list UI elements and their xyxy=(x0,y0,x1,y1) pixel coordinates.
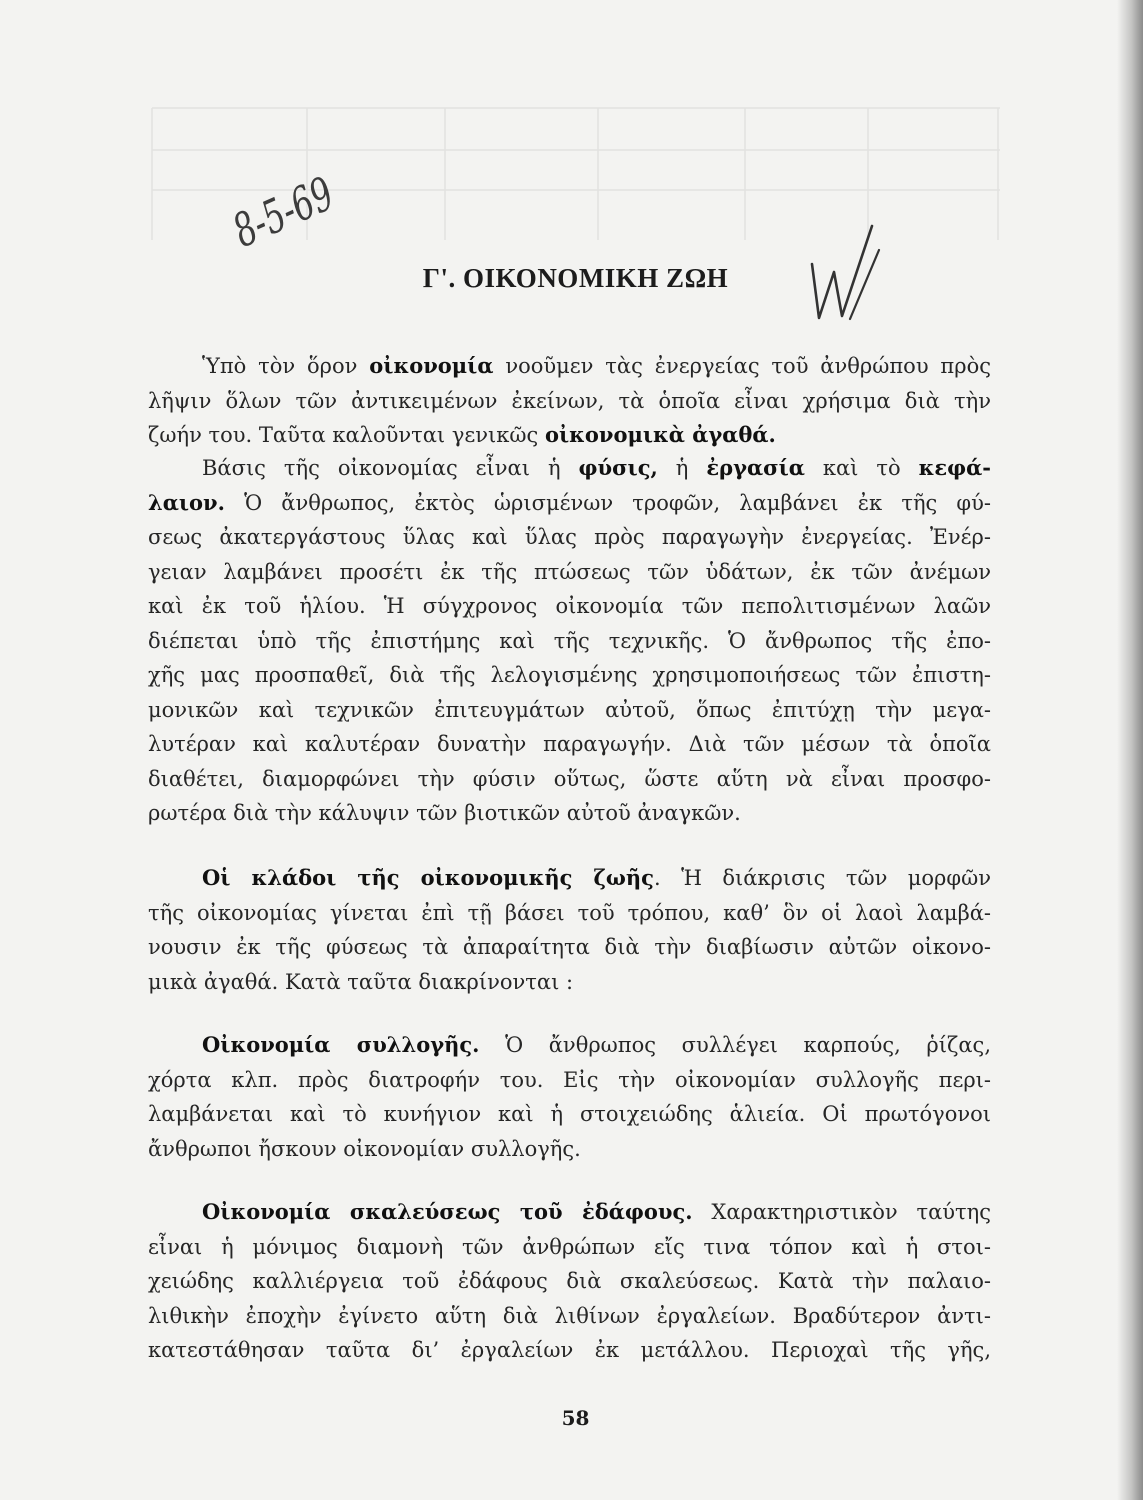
text-run: Ὑπὸ τὸν ὅρον xyxy=(202,354,370,378)
text-run: διαθέτει, διαμορφώνει τὴν φύσιν οὕτως, ὥστε αὕτη νὰ εἶναι προσφο- xyxy=(148,766,991,791)
paragraph-gathering-economy xyxy=(148,1028,991,1166)
text-run: χειώδης καλλιέργεια τοῦ ἐδάφους διὰ σκαλεύσεως. Κατὰ τὴν παλαιο- xyxy=(148,1269,991,1293)
bold-term: οἰκονομικὰ ἀγαθά. xyxy=(544,422,776,447)
bold-term: ἐργασία xyxy=(706,455,805,480)
text-run: ἡ xyxy=(657,456,707,480)
text-run: λυτέραν καὶ καλυτέραν δυνατὴν παραγωγήν. Διὰ τῶν μέσων τὰ ὁποῖα xyxy=(148,732,991,756)
text-line xyxy=(148,861,991,896)
text-run: ζωήν του. Ταῦτα καλοῦνται γενικῶς xyxy=(148,423,545,447)
text-run: λιθικὴν ἐποχὴν ἐγίνετο αὕτη διὰ λιθίνων ἐργαλείων. Βραδύτερον ἀντι- xyxy=(148,1303,991,1328)
text-run: κατεστάθησαν ταῦτα δι’ ἐργαλείων ἐκ μετάλλου. Περιοχαὶ τῆς γῆς, xyxy=(148,1338,991,1362)
paragraph-economy-definition xyxy=(148,349,991,453)
text-run: νουσιν ἐκ τῆς φύσεως τὰ ἀπαραίτητα διὰ τὴν διαβίωσιν αὐτῶν οἰκονο- xyxy=(148,935,991,959)
text-run: γειαν λαμβάνει προσέτι ἐκ τῆς πτώσεως τῶν ὑδάτων, ἐκ τῶν ἀνέμων xyxy=(148,559,991,584)
text-run: Βάσις τῆς οἰκονομίας εἶναι ἡ xyxy=(202,456,579,480)
scan-edge-shadow xyxy=(1117,0,1143,1500)
text-line xyxy=(148,727,991,762)
text-line xyxy=(148,1028,991,1063)
text-line xyxy=(148,384,991,419)
text-run: καὶ τὸ xyxy=(804,456,919,480)
text-run: ρωτέρα διὰ τὴν κάλυψιν τῶν βιοτικῶν αὐτοῦ ἀναγκῶν. xyxy=(148,801,741,825)
text-run: νοοῦμεν τὰς ἐνεργείας τοῦ ἀνθρώπου πρὸς xyxy=(493,354,991,378)
text-line xyxy=(148,796,991,831)
text-line xyxy=(148,1264,991,1299)
page-number: 58 xyxy=(561,1406,590,1430)
bold-term: κεφά- xyxy=(918,455,991,480)
bold-term: Οἱ κλάδοι τῆς οἰκονομικῆς ζωῆς xyxy=(202,865,654,890)
text-run: Ὁ ἄνθρωπος, ἐκτὸς ὡρισμένων τροφῶν, λαμβάνει ἐκ τῆς φύ- xyxy=(224,490,991,515)
text-run: μονικῶν καὶ τεχνικῶν ἐπιτευγμάτων αὐτοῦ, ὅπως ἐπιτύχῃ τὴν μεγα- xyxy=(148,697,991,722)
text-line xyxy=(148,1299,991,1334)
handwritten-date: 8-5-69 xyxy=(224,166,342,258)
text-line xyxy=(148,486,991,521)
bold-term: Οἰκονομία σκαλεύσεως τοῦ ἐδάφους. xyxy=(202,1199,693,1224)
text-line xyxy=(148,896,991,931)
text-line xyxy=(148,520,991,555)
text-line xyxy=(148,693,991,728)
text-line xyxy=(148,349,991,384)
text-run: λαμβάνεται καὶ τὸ κυνήγιον καὶ ἡ στοιχειώδης ἁλιεία. Οἱ πρωτόγονοι xyxy=(148,1102,991,1126)
text-run: διέπεται ὑπὸ τῆς ἐπιστήμης καὶ τῆς τεχνικῆς. Ὁ ἄνθρωπος τῆς ἐπο- xyxy=(148,628,991,653)
text-line xyxy=(148,658,991,693)
paragraph-hoe-cultivation-economy xyxy=(148,1195,991,1368)
text-line xyxy=(148,1063,991,1098)
bold-term: φύσις, xyxy=(578,455,658,480)
text-run: μικὰ ἀγαθά. Κατὰ ταῦτα διακρίνονται : xyxy=(148,969,574,994)
text-line xyxy=(148,965,991,1000)
text-run: εἶναι ἡ μόνιμος διαμονὴ τῶν ἀνθρώπων εἴς τινα τόπον καὶ ἡ στοι- xyxy=(148,1234,991,1259)
text-run: ἄνθρωποι ἤσκουν οἰκονομίαν συλλογῆς. xyxy=(148,1136,581,1161)
text-line xyxy=(148,930,991,965)
text-run: . Ἡ διάκρισις τῶν μορφῶν xyxy=(653,866,991,890)
text-line xyxy=(148,1333,991,1368)
text-line xyxy=(148,418,991,453)
text-run: χῆς μας προσπαθεῖ, διὰ τῆς λελογισμένης χρησιμοποιήσεως τῶν ἐπιστη- xyxy=(148,663,991,687)
section-title: Γ'. ΟΙΚΟΝΟΜΙΚΗ ΖΩΗ xyxy=(422,263,729,293)
text-line xyxy=(148,451,991,486)
text-run: καὶ ἐκ τοῦ ἡλίου. Ἡ σύγχρονος οἰκονομία τῶν πεπολιτισμένων λαῶν xyxy=(148,594,991,618)
bold-term: Οἰκονομία συλλογῆς. xyxy=(202,1032,480,1057)
text-run: Ὁ ἄνθρωπος συλλέγει καρπούς, ῥίζας, xyxy=(479,1033,991,1057)
bold-term: οἰκονομία xyxy=(369,353,494,378)
text-line xyxy=(148,589,991,624)
bold-term: λαιον. xyxy=(148,489,225,515)
text-run: τῆς οἰκονομίας γίνεται ἐπὶ τῇ βάσει τοῦ τρόπου, καθ’ ὃν οἱ λαοὶ λαμβά- xyxy=(148,900,991,925)
text-line xyxy=(148,1132,991,1167)
text-run: λῆψιν ὅλων τῶν ἀντικειμένων ἐκείνων, τὰ ὁποῖα εἶναι χρήσιμα διὰ τὴν xyxy=(148,388,991,413)
text-line xyxy=(148,1230,991,1265)
text-line xyxy=(148,1195,991,1230)
text-line xyxy=(148,555,991,590)
text-line xyxy=(148,762,991,797)
text-run: χόρτα κλπ. πρὸς διατροφήν του. Εἰς τὴν οἰκονομίαν συλλογῆς περι- xyxy=(148,1067,991,1092)
text-line xyxy=(148,624,991,659)
paragraph-economy-branches xyxy=(148,861,991,999)
text-line xyxy=(148,1097,991,1132)
paragraph-economy-basis xyxy=(148,451,991,831)
text-run: σεως ἀκατεργάστους ὕλας καὶ ὕλας πρὸς παραγωγὴν ἐνεργείας. Ἐνέρ- xyxy=(148,525,991,549)
text-run: Χαρακτηριστικὸν ταύτης xyxy=(692,1200,991,1224)
